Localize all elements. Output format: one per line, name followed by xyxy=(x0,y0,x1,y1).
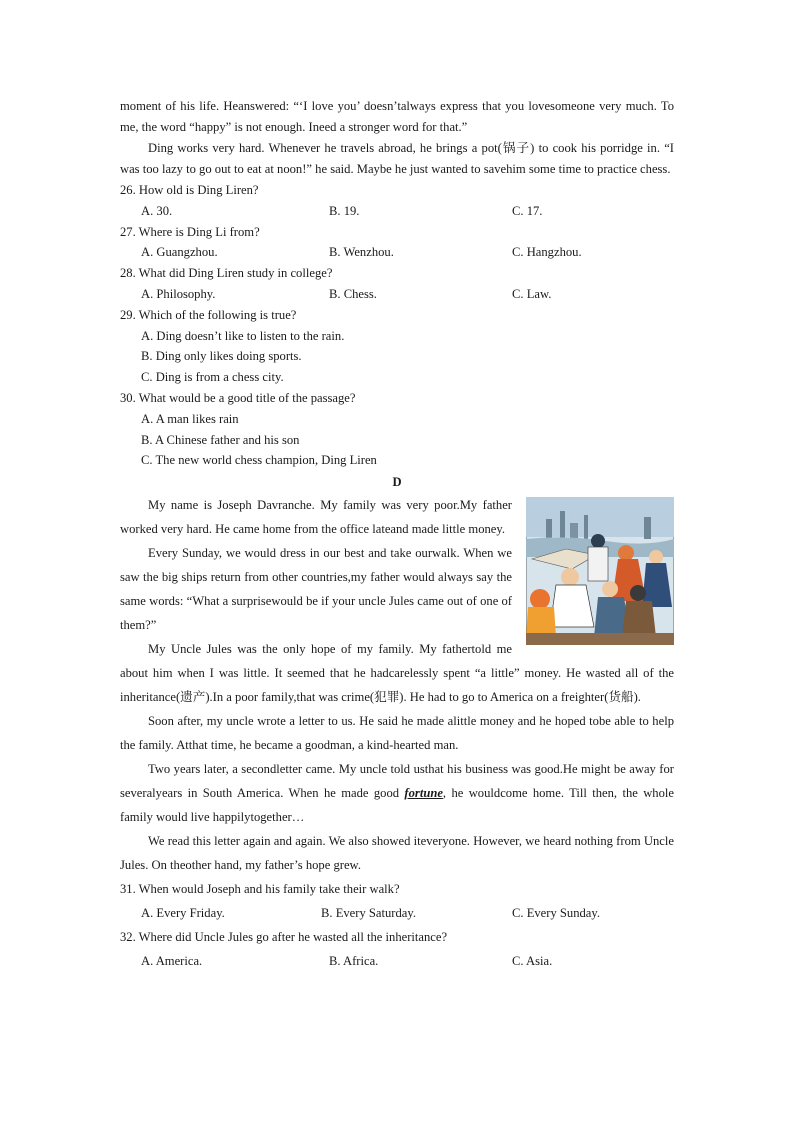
option-c: C. 17. xyxy=(512,203,543,218)
option-b: B. Chess. xyxy=(329,286,377,301)
options-row xyxy=(120,901,674,925)
document-page xyxy=(120,96,674,973)
passage-c-paragraph-1: moment of his life. Heanswered: “‘I love you’ doesn’talways express that you lovesomeone very much. To me, the word “happy” is not enough. Ineed a stronger word for that.” xyxy=(120,99,674,134)
option-b: B. Africa. xyxy=(329,954,379,969)
passage-d-paragraph-6: We read this letter again and again. We also showed iteveryone. However, we heard nothing from Uncle Jules. On theother hand, my father’s hope grew. xyxy=(120,834,674,873)
question-30 xyxy=(120,388,674,471)
question-text: 30. What would be a good title of the passage? xyxy=(120,390,356,405)
ship-passengers-illustration xyxy=(526,497,674,645)
option-a: A. Philosophy. xyxy=(141,286,216,301)
option-b: B. A Chinese father and his son xyxy=(141,432,300,447)
option-c: C. Hangzhou. xyxy=(512,245,582,260)
passage-d-paragraph-3: My Uncle Jules was the only hope of my family. My fathertold me about him when I was little. It seemed that he hadcarelessly spent “a little” money. He wasted all of the inheritance(遗产).In a poor family,that was crime(犯罪). He had to go to America on a freighter(货船). xyxy=(120,642,674,705)
option-c: C. Every Sunday. xyxy=(512,906,601,921)
question-26 xyxy=(120,180,674,222)
options-row xyxy=(120,949,674,973)
passage-d-paragraph-2: Every Sunday, we would dress in our best and take ourwalk. When we saw the big ships return from other countries,my father would always say the same words: “What a surprisewould be if your uncle Jules came out of one of them?” xyxy=(120,546,512,633)
passage-d-paragraph-5 xyxy=(120,757,674,829)
paragraph-5-start: Two years later, a secondletter came. My uncle told usthat his business was good.He might be away for severalyears in South America. When he made good xyxy=(120,762,674,801)
option-b: B. Ding only likes doing sports. xyxy=(141,349,302,364)
options-row xyxy=(120,284,674,305)
option-a: A. Guangzhou. xyxy=(141,245,218,260)
passage-d-paragraph-4: Soon after, my uncle wrote a letter to us. He said he made alittle money and he hoped tobe able to help the family. Atthat time, he became a goodman, a kind-hearted man. xyxy=(120,714,674,753)
option-b: B. Every Saturday. xyxy=(321,906,417,921)
option-c: C. Law. xyxy=(512,286,552,301)
option-b: B. Wenzhou. xyxy=(329,245,394,260)
option-c: C. Ding is from a chess city. xyxy=(141,370,284,385)
question-text: 27. Where is Ding Li from? xyxy=(120,224,260,239)
question-32 xyxy=(120,925,674,973)
option-b: B. 19. xyxy=(329,203,360,218)
highlighted-word: fortune xyxy=(404,786,443,801)
option-a: A. Every Friday. xyxy=(141,906,225,921)
question-text: 32. Where did Uncle Jules go after he wasted all the inheritance? xyxy=(120,930,448,945)
question-28 xyxy=(120,263,674,305)
option-c: C. Asia. xyxy=(512,954,553,969)
section-title: D xyxy=(392,475,402,490)
passage-d-paragraph-1: My name is Joseph Davranche. My family was very poor.My father worked very hard. He came home from the office lateand made little money. xyxy=(120,498,512,537)
question-29 xyxy=(120,305,674,388)
option-a: A. Ding doesn’t like to listen to the rain. xyxy=(141,328,345,343)
options-row xyxy=(120,242,674,263)
question-31 xyxy=(120,877,674,925)
question-text: 31. When would Joseph and his family take their walk? xyxy=(120,882,400,897)
passage-c-paragraph-2: Ding works very hard. Whenever he travels abroad, he brings a pot(锅子) to cook his porridge in. “I was too lazy to go out to eat at noon!” he said. Maybe he just wanted to savehim some time to practice chess. xyxy=(120,141,674,176)
option-a: A. America. xyxy=(141,954,203,969)
question-text: 26. How old is Ding Liren? xyxy=(120,183,259,197)
options-row xyxy=(120,201,674,222)
option-a: A. 30. xyxy=(141,203,173,218)
option-c: C. The new world chess champion, Ding Liren xyxy=(141,453,377,468)
question-text: 29. Which of the following is true? xyxy=(120,307,297,322)
passage-d xyxy=(120,493,674,877)
paragraph-5-end: , he wouldcome home. Till then, the whole family would live happilytogether… xyxy=(120,786,674,825)
question-text: 28. What did Ding Liren study in college? xyxy=(120,266,333,281)
question-27 xyxy=(120,222,674,264)
option-a: A. A man likes rain xyxy=(141,411,239,426)
